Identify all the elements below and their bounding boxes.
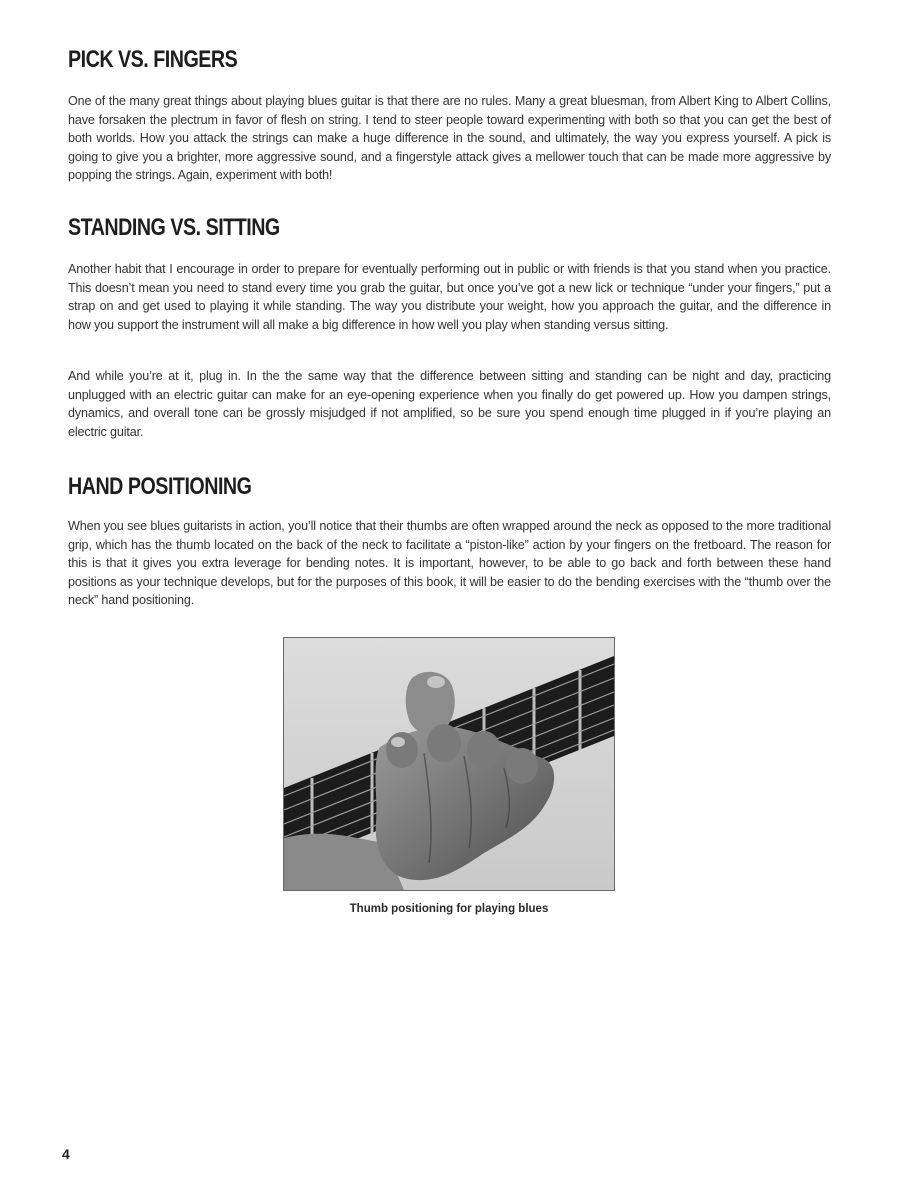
- section-heading-hand-positioning: HAND POSITIONING: [68, 473, 252, 500]
- page-number: 4: [62, 1146, 70, 1162]
- section-heading-standing-vs-sitting: STANDING VS. SITTING: [68, 214, 280, 241]
- paragraph-hand-positioning: When you see blues guitarists in action, you’ll notice that their thumbs are often wrapped around the neck as opposed to the more traditional grip, which has the thumb located on the back of the neck to facilitate a “piston-like” action by your fingers on the fretboard. The reason for this is that it gives you extra leverage for bending notes. It is important, however, to be able to go back and forth between these hand positions as your technique develops, but for the purposes of this book, it will be easier to do the bending exercises with the “thumb over the neck” hand positioning.: [68, 519, 831, 608]
- thumb-position-photo: [283, 637, 615, 891]
- section-heading-pick-vs-fingers: PICK VS. FINGERS: [68, 46, 238, 73]
- paragraph-pick-vs-fingers: One of the many great things about playing blues guitar is that there are no rules. Many a great bluesman, from Albert King to Albert Collins, have forsaken the plectrum in favor of flesh on string. I tend to steer people toward experimenting with both so that you can get the best of both worlds. How you attack the strings can make a huge difference in the sound, and ultimately, the way you express yourself. A pick is going to give you a brighter, more aggressive sound, and a fingerstyle attack gives a mellower touch that can be made more aggressive by popping the strings. Again, experiment with both!: [68, 94, 831, 183]
- figure-caption: Thumb positioning for playing blues: [349, 903, 549, 915]
- paragraph-standing-vs-sitting-1: Another habit that I encourage in order to prepare for eventually performing out in public or with friends is that you stand when you practice. This doesn’t mean you need to stand every time you grab the guitar, but once you’ve got a new lick or technique “under your fingers,” put a strap on and get used to playing it while standing. The way you distribute your weight, how you approach the guitar, and the difference in how you support the instrument will all make a big difference in how well you play when standing versus sitting.: [68, 262, 831, 332]
- paragraph-standing-vs-sitting-2: And while you’re at it, plug in. In the the same way that the difference between sitting and standing can be night and day, practicing unplugged with an electric guitar can make for an eye-opening experience when you finally do get powered up. How you dampen strings, dynamics, and overall tone can be grossly misjudged if not amplified, so be sure you spend enough time plugged in if you’re playing an electric guitar.: [68, 369, 831, 439]
